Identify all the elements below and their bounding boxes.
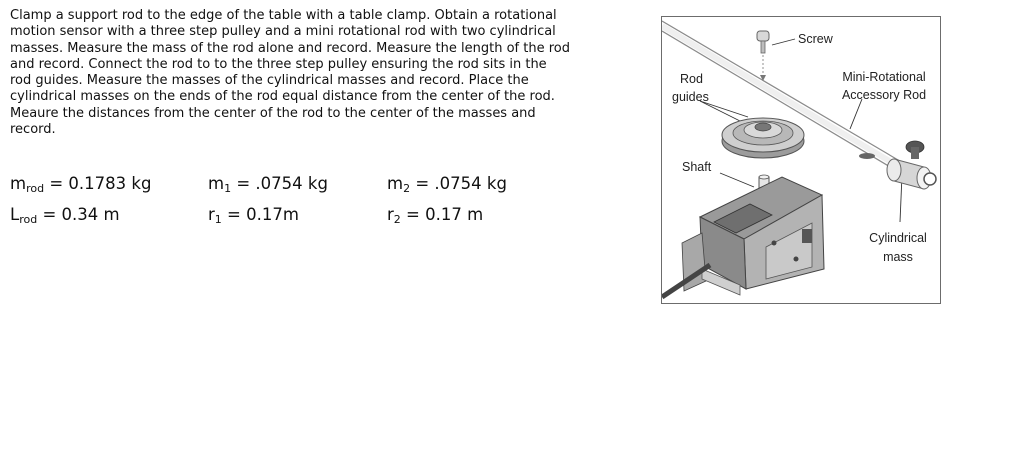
r2-subscript: 2 — [393, 213, 401, 226]
m-rod-value: 0.1783 kg — [68, 174, 152, 193]
r1-equals: = — [227, 205, 241, 224]
m-rod-equals: = — [49, 174, 64, 193]
r2-equals: = — [406, 205, 420, 224]
r1-symbol: r — [208, 205, 215, 224]
m1-value: .0754 kg — [255, 174, 328, 193]
r2-symbol: r — [387, 205, 394, 224]
m2-measurement — [387, 174, 507, 195]
apparatus-figure — [661, 16, 941, 304]
r1-value: 0.17m — [246, 205, 299, 224]
screw-icon — [757, 31, 769, 81]
m2-subscript: 2 — [403, 182, 411, 195]
m1-subscript: 1 — [224, 182, 232, 195]
r2-value: 0.17 m — [425, 205, 484, 224]
cylindrical-mass-icon — [887, 141, 936, 189]
cylindrical-mass-label-line2: mass — [883, 250, 913, 264]
m2-symbol: m — [387, 174, 404, 193]
m2-value: .0754 kg — [434, 174, 507, 193]
r1-measurement — [208, 205, 299, 226]
m-rod-symbol: m — [10, 174, 27, 193]
rod-guides-label-line2: guides — [672, 90, 709, 104]
screw-label: Screw — [798, 32, 833, 46]
r2-measurement — [387, 205, 483, 226]
l-rod-symbol: L — [10, 205, 20, 224]
l-rod-subscript: rod — [19, 213, 38, 226]
rod-clip — [859, 153, 875, 159]
rotational-motion-sensor — [682, 177, 824, 295]
l-rod-measurement — [10, 205, 120, 226]
mini-rod-label-line1: Mini-Rotational — [842, 70, 926, 84]
r1-subscript: 1 — [214, 213, 222, 226]
l-rod-value: 0.34 m — [61, 205, 120, 224]
m-rod-subscript: rod — [26, 182, 45, 195]
cylindrical-mass-label-line1: Cylindrical — [869, 231, 927, 245]
rod-guides-label-line1: Rod — [680, 72, 703, 86]
mini-rod-label-line2: Accessory Rod — [841, 88, 927, 102]
m2-equals: = — [415, 174, 430, 193]
l-rod-equals: = — [42, 205, 57, 224]
m1-symbol: m — [208, 174, 225, 193]
shaft-label: Shaft — [682, 160, 712, 174]
m1-measurement — [208, 174, 328, 195]
m-rod-measurement — [10, 174, 151, 195]
three-step-pulley — [722, 118, 804, 158]
instructions-text: Clamp a support rod to the edge of the table with a table clamp. Obtain a rotational motion sensor with a three step pulley and a mini rotational rod with two cylindrical masses. Measure the mass of the rod alone and record. Measure the length of the rod and record. Connect the rod to to the three step pulley ensuring the rod sits in the rod guides. Measure the masses of the cylindrical masses and record. Place the cylindrical masses on the ends of the rod equal distance from the center of the rod. Meaure the distances from the center of the rod to the center of the masses and record. — [10, 8, 570, 138]
m1-equals: = — [236, 174, 251, 193]
